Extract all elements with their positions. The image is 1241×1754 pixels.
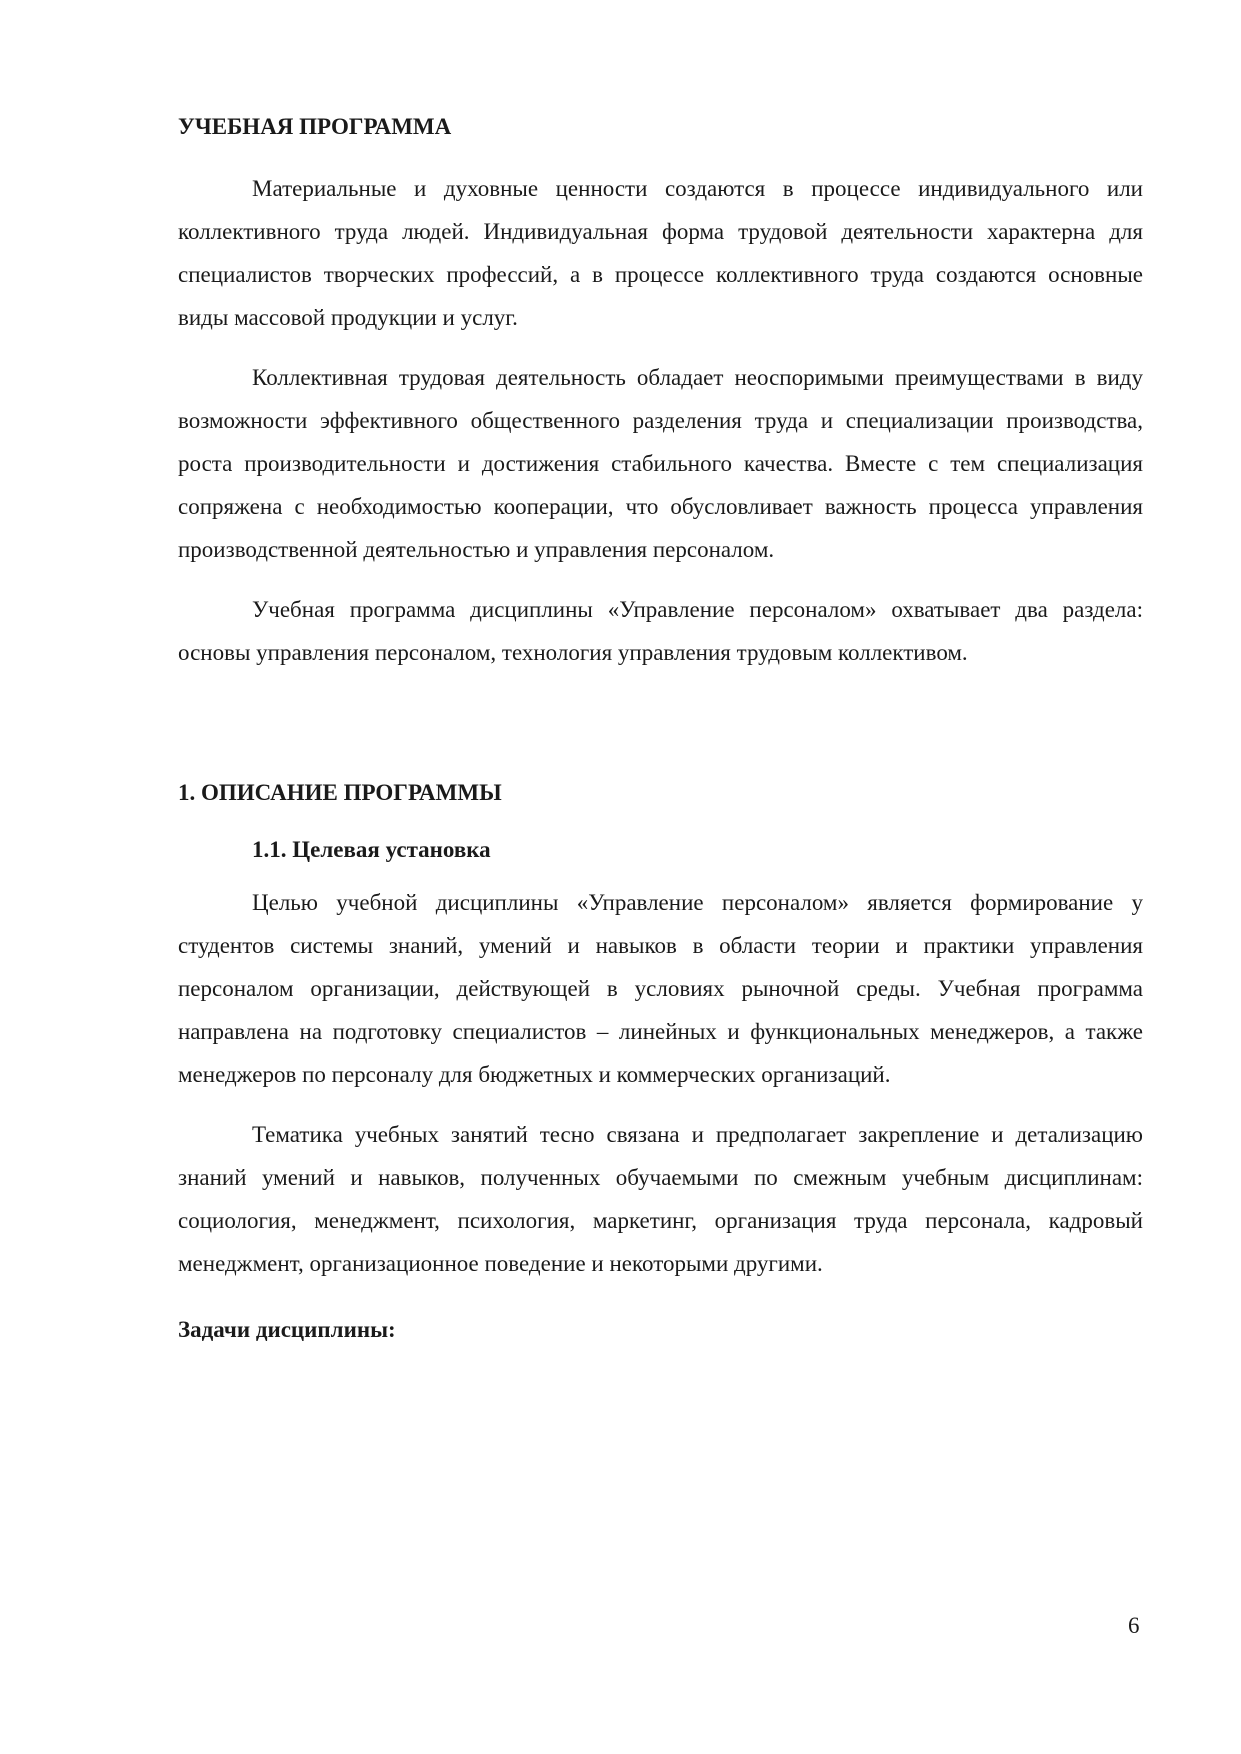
intro-paragraph-1: Материальные и духовные ценности создаются в процессе индивидуального или коллективного труда людей. Индивидуальная форма трудовой деятельности характерна для специалистов творческих профессий, а в процессе коллективного труда создаются основные виды массовой продукции и услуг. — [178, 176, 1143, 330]
section-paragraph-1: Целью учебной дисциплины «Управление персоналом» является формирование у студентов системы знаний, умений и навыков в области теории и практики управления персоналом организации, действующей в условиях рыночной среды. Учебная программа направлена на подготовку специалистов – линейных и функциональных менеджеров, а также менеджеров по персоналу для бюджетных и коммерческих организаций. — [178, 890, 1143, 1087]
page-content — [178, 112, 1143, 1345]
intro-paragraph-2: Коллективная трудовая деятельность обладает неоспоримыми преимуществами в виду возможности эффективного общественного разделения труда и специализации производства, роста производительности и достижения стабильного качества. Вместе с тем специализация сопряжена с необходимостью кооперации, что обусловливает важность процесса управления производственной деятельностью и управления персоналом. — [178, 365, 1143, 562]
section-heading: 1. ОПИСАНИЕ ПРОГРАММЫ — [178, 780, 502, 805]
section-subheading: 1.1. Целевая установка — [252, 837, 491, 862]
section-paragraph-2: Тематика учебных занятий тесно связана и предполагает закрепление и детализацию знаний умений и навыков, полученных обучаемыми по смежным учебным дисциплинам: социология, менеджмент, психология, маркетинг, организация труда персонала, кадровый менеджмент, организационное поведение и некоторыми другими. — [178, 1122, 1143, 1276]
page-title: УЧЕБНАЯ ПРОГРАММА — [178, 114, 452, 139]
intro-paragraph-3: Учебная программа дисциплины «Управление персоналом» охватывает два раздела: основы управления персоналом, технология управления трудовым коллективом. — [178, 597, 1143, 665]
page-number: 6 — [1128, 1613, 1140, 1638]
tasks-heading: Задачи дисциплины: — [178, 1317, 396, 1342]
